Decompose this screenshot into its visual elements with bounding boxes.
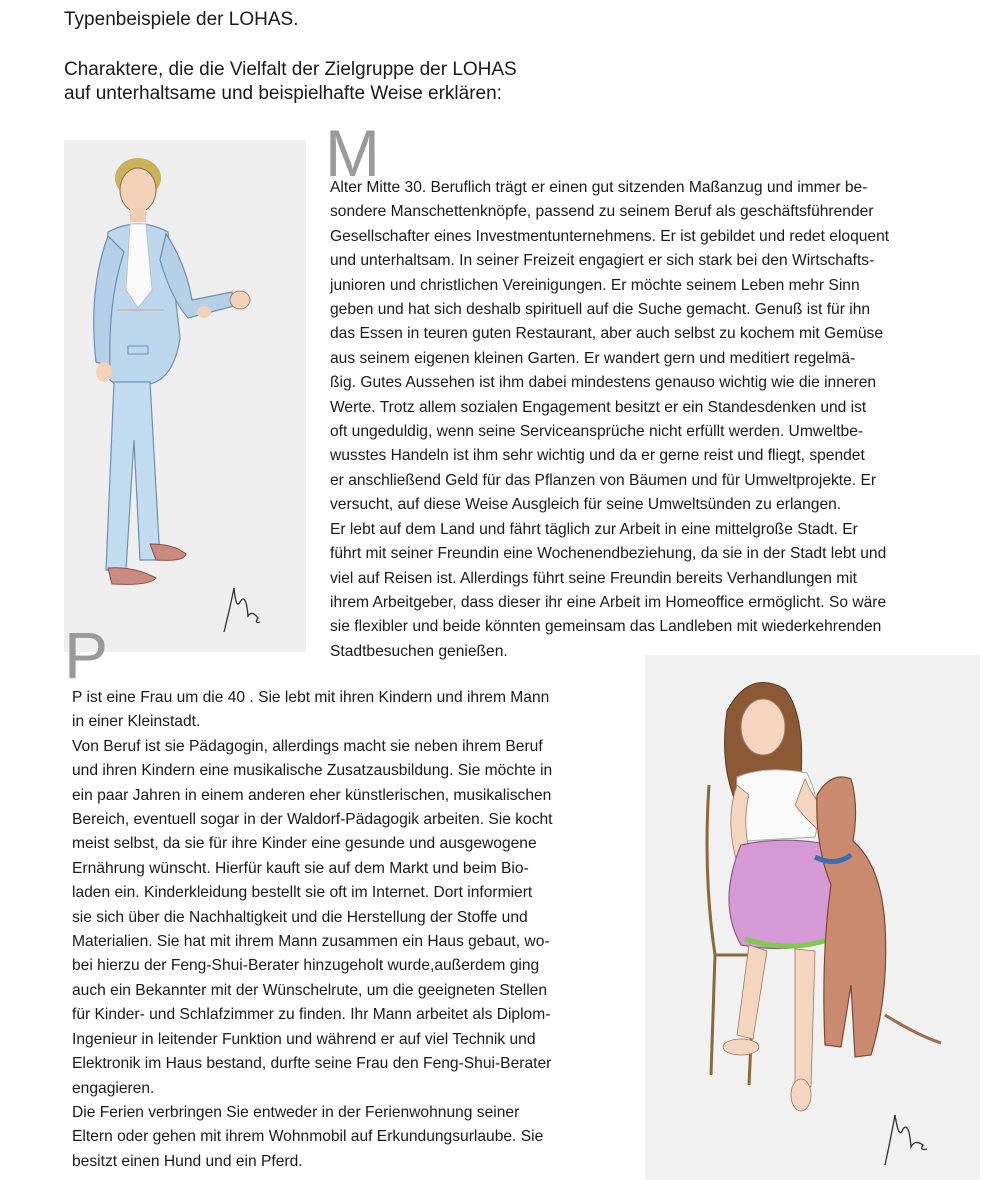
text-line: Gesellschafter eines Investmentunternehmens. Er ist gebildet und redet eloquent xyxy=(330,227,890,245)
text-line: Von Beruf ist sie Pädagogin, allerdings macht sie neben ihrem Beruf xyxy=(72,737,543,755)
text-line: Alter Mitte 30. Beruflich trägt er einen gut sitzenden Maßanzug und immer be- xyxy=(330,179,868,196)
text-line: ßig. Gutes Aussehen ist ihm dabei mindestens genauso wichtig wie die inneren xyxy=(330,374,877,392)
text-line: Ernährung wünscht. Hierfür kauft sie auf dem Markt und beim Bio- xyxy=(72,859,529,877)
text-line: auch ein Bekannter mit der Wünschelrute, um die geeigneten Stellen xyxy=(72,981,548,999)
woman-with-dog-drawing xyxy=(645,655,980,1180)
initial-letter-p: P xyxy=(64,618,109,692)
text-line: meist selbst, da sie für ihre Kinder eine gesunde und ausgewogene xyxy=(72,835,537,853)
text-line: Elektronik im Haus bestand, durfte seine Frau den Feng-Shui-Berater xyxy=(72,1055,552,1073)
text-line: oft ungeduldig, wenn seine Serviceansprüche nicht erfüllt werden. Umweltbe- xyxy=(330,423,864,441)
text-line: versucht, auf diese Weise Ausgleich für seine Umweltsünden zu erlangen. xyxy=(330,496,842,514)
text-line: Stadtbesuchen genießen. xyxy=(330,642,508,660)
text-line: P ist eine Frau um die 40 . Sie lebt mit ihren Kindern und ihrem Mann xyxy=(72,689,550,706)
initial-letter-m: M xyxy=(325,116,380,190)
text-line: in einer Kleinstadt. xyxy=(72,713,201,731)
text-line: Bereich, eventuell sogar in der Waldorf-Pädagogik arbeiten. Sie kocht xyxy=(72,811,553,829)
character-p-description xyxy=(72,686,553,1174)
text-line: engagieren. xyxy=(72,1079,155,1097)
text-line: sie flexibler und beide könnten gemeinsam das Landleben mit wiederkehrenden xyxy=(330,618,882,636)
page-subtitle xyxy=(64,58,517,106)
text-line: und ihren Kindern eine musikalische Zusatzausbildung. Sie möchte in xyxy=(72,762,553,780)
text-line: wusstes Handeln ist ihm sehr wichtig und da er gerne reist und fliegt, spendet xyxy=(330,447,865,465)
woman-with-dog-icon xyxy=(645,655,980,1180)
text-line: ein paar Jahren in einem anderen eher künstlerischen, musikalischen xyxy=(72,786,552,804)
text-line: Werte. Trotz allem sozialen Engagement besitzt er ein Standesdenken und ist xyxy=(330,398,867,416)
character-m-description xyxy=(330,176,889,664)
text-line: Materialien. Sie hat mit ihrem Mann zusammen ein Haus gebaut, wo- xyxy=(72,933,550,951)
text-line: er anschließend Geld für das Pflanzen von Bäumen und für Umweltprojekte. Er xyxy=(330,471,877,489)
page-title: Typenbeispiele der LOHAS. xyxy=(64,9,299,30)
text-line: junioren und christlichen Vereinigungen. Er möchte seinem Leben mehr Sinn xyxy=(330,276,860,294)
text-line: das Essen in teuren guten Restaurant, aber auch selbst zu kochem mit Gemüse xyxy=(330,325,884,343)
text-line: sondere Manschettenknöpfe, passend zu seinem Beruf als geschäftsführender xyxy=(330,203,874,221)
text-line: aus seinem eigenen kleinen Garten. Er wandert gern und meditiert regelmä- xyxy=(330,349,856,367)
text-line: Die Ferien verbringen Sie entweder in der Ferienwohnung seiner xyxy=(72,1103,520,1121)
text-line: führt mit seiner Freundin eine Wochenendbeziehung, da sie in der Stadt lebt und xyxy=(330,545,887,563)
text-line: besitzt einen Hund und ein Pferd. xyxy=(72,1152,303,1170)
text-line: geben und hat sich deshalb spirituell auf die Suche gemacht. Genuß ist für ihn xyxy=(330,301,871,319)
text-line: Er lebt auf dem Land und fährt täglich zur Arbeit in eine mittelgroße Stadt. Er xyxy=(330,520,858,538)
man-in-suit-icon xyxy=(64,140,306,652)
man-in-suit-drawing xyxy=(64,140,306,652)
text-line: Eltern oder gehen mit ihrem Wohnmobil auf Erkundungsurlaube. Sie xyxy=(72,1128,544,1146)
subtitle-line: auf unterhaltsame und beispielhafte Weise erklären: xyxy=(64,83,502,104)
text-line: sie sich über die Nachhaltigkeit und die Herstellung der Stoffe und xyxy=(72,908,528,926)
text-line: und unterhaltsam. In seiner Freizeit engagiert er sich stark bei den Wirtschafts- xyxy=(330,252,875,270)
subtitle-line: Charaktere, die die Vielfalt der Zielgruppe der LOHAS xyxy=(64,59,517,80)
text-line: ihrem Arbeitgeber, dass dieser ihr eine Arbeit im Homeoffice ermöglicht. So wäre xyxy=(330,593,887,611)
text-line: Ingenieur in leitender Funktion und während er auf viel Technik und xyxy=(72,1030,536,1048)
text-line: für Kinder- und Schlafzimmer zu finden. Ihr Mann arbeitet als Diplom- xyxy=(72,1006,551,1024)
text-line: laden ein. Kinderkleidung bestellt sie oft im Internet. Dort informiert xyxy=(72,884,533,902)
text-line: viel auf Reisen ist. Allerdings führt seine Freundin bereits Verhandlungen mit xyxy=(330,569,858,587)
text-line: bei hierzu der Feng-Shui-Berater hinzugeholt wurde,außerdem ging xyxy=(72,957,540,975)
